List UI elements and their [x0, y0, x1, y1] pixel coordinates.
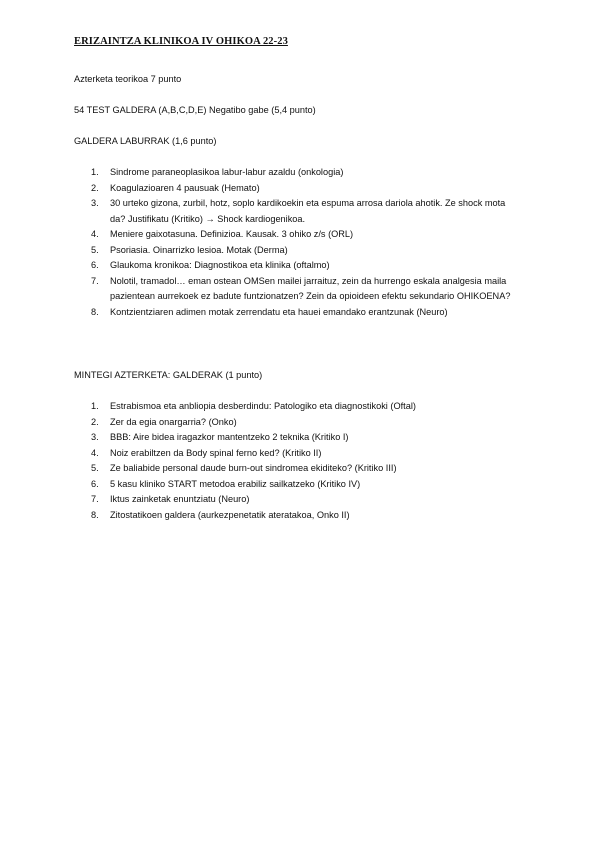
item-text: Sindrome paraneoplasikoa labur-labur azaldu (onkologia) — [110, 167, 344, 177]
list-item — [91, 305, 511, 321]
item-text: 30 urteko gizona, zurbil, hotz, soplo kardikoekin eta espuma arrosa dariola ahotik. Ze shock mota da? Justifikatu (Kritiko) → Shock kardiogenikoa. — [110, 198, 506, 224]
item-number: 6. — [91, 260, 99, 270]
list-item — [91, 165, 511, 181]
short-questions-list — [91, 165, 511, 320]
item-number: 8. — [91, 306, 99, 317]
list-item — [91, 196, 511, 227]
item-number: 7. — [91, 275, 99, 286]
item-text: Iktus zainketak enuntziatu (Neuro) — [110, 494, 250, 504]
item-text: Noiz erabiltzen da Body spinal ferno ked? (Kritiko II) — [110, 447, 322, 458]
item-text: Koagulazioaren 4 pausuak (Hemato) — [110, 182, 260, 193]
item-number: 2. — [91, 416, 99, 427]
list-item — [91, 492, 511, 508]
list-item — [91, 477, 511, 493]
seminar-questions-list — [91, 399, 511, 523]
item-number: 2. — [91, 182, 99, 193]
item-text: Estrabismoa eta anbliopia desberdindu: Patologiko eta diagnostikoki (Oftal) — [110, 401, 416, 411]
short-questions-heading: GALDERA LABURRAK (1,6 punto) — [74, 136, 217, 146]
document-title: ERIZAINTZA KLINIKOA IV OHIKOA 22-23 — [74, 36, 288, 47]
list-item — [91, 508, 511, 524]
list-item — [91, 430, 511, 446]
item-text: Ze baliabide personal daude burn-out sindromea ekiditeko? (Kritiko III) — [110, 463, 397, 473]
list-item — [91, 227, 511, 243]
item-text: 5 kasu kliniko START metodoa erabiliz sailkatzeko (Kritiko IV) — [110, 478, 361, 489]
item-number: 4. — [91, 229, 99, 239]
list-item — [91, 415, 511, 431]
item-text: Zitostatikoen galdera (aurkezpenetatik ateratakoa, Onko II) — [110, 509, 350, 520]
list-item — [91, 243, 511, 259]
item-number: 8. — [91, 509, 99, 520]
list-item — [91, 181, 511, 197]
item-text: Kontzientziaren adimen motak zerrendatu eta hauei emandako erantzunak (Neuro) — [110, 306, 448, 317]
item-text: Meniere gaixotasuna. Definizioa. Kausak. 3 ohiko z/s (ORL) — [110, 229, 354, 239]
item-number: 6. — [91, 478, 99, 489]
intro-text: Azterketa teorikoa 7 punto — [74, 74, 182, 84]
list-item — [91, 258, 511, 274]
item-number: 5. — [91, 244, 99, 255]
list-item — [91, 446, 511, 462]
list-item — [91, 399, 511, 415]
item-number: 1. — [91, 167, 99, 177]
item-number: 3. — [91, 432, 99, 442]
seminar-heading: MINTEGI AZTERKETA: GALDERAK (1 punto) — [74, 370, 263, 380]
item-number: 5. — [91, 463, 99, 473]
item-number: 4. — [91, 447, 99, 458]
test-line: 54 TEST GALDERA (A,B,C,D,E) Negatibo gabe (5,4 punto) — [74, 105, 316, 115]
list-item — [91, 461, 511, 477]
item-number: 3. — [91, 198, 99, 208]
item-number: 1. — [91, 401, 99, 411]
list-item — [91, 274, 511, 305]
item-number: 7. — [91, 494, 99, 504]
item-text: Psoriasia. Oinarrizko lesioa. Motak (Derma) — [110, 244, 288, 255]
item-text: BBB: Aire bidea iragazkor mantentzeko 2 teknika (Kritiko I) — [110, 432, 349, 442]
item-text: Nolotil, tramadol… eman ostean OMSen mailei jarraituz, zein da hurrengo eskala analgesia maila pazientean aurrekoek ez badute funtzionatzen? Zein da opioideen efektu sekundario OHIKOENA? — [110, 275, 511, 301]
item-text: Zer da egia onargarria? (Onko) — [110, 416, 237, 427]
item-text: Glaukoma kronikoa: Diagnostikoa eta klinika (oftalmo) — [110, 260, 330, 270]
